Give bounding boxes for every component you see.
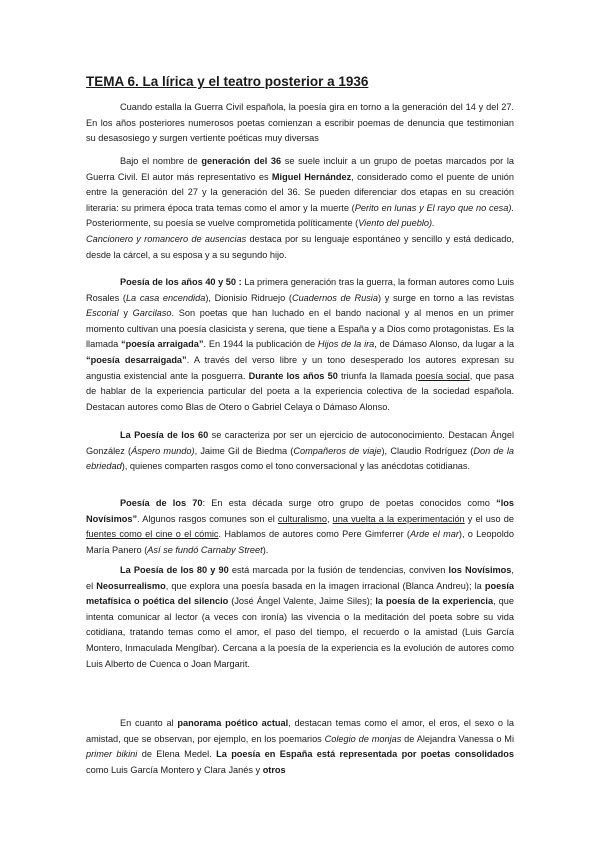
text: , Jaime Gil de Biedma ( <box>194 445 294 456</box>
text: ), quienes comparten rasgos como el tono conversacional y las anécdotas cotidianas. <box>121 461 471 472</box>
paragraph-intro <box>86 100 514 147</box>
text: . A través del verso libre y un tono desesperado los autores expresan su angustia existencial ante la posguerra. <box>86 354 514 381</box>
underlined-text: poesía social <box>415 370 470 381</box>
bold-text: otros <box>262 764 286 775</box>
paragraph-panorama-actual <box>86 716 514 778</box>
bold-text: Miguel Hernández <box>271 171 352 182</box>
bold-text: panorama poético actual <box>177 718 289 728</box>
italic-text: Compañeros de viaje <box>293 445 382 456</box>
italic-text: Viento del pueblo). <box>358 218 435 229</box>
italic-text: Hijos de la ira <box>317 339 375 350</box>
text: está marcada por la fusión de tendencias, conviven <box>228 565 449 575</box>
paragraph-poesia-40-50 <box>86 275 514 415</box>
bold-text: “los Novísimos” <box>86 498 514 524</box>
text: y el uso de <box>464 513 514 524</box>
text: , <box>326 513 333 524</box>
text: ), Claudio Rodríguez ( <box>381 445 474 456</box>
bold-text: la poesía de la experiencia <box>375 596 494 607</box>
bold-text: Poesía de los años 40 y 50 : <box>120 277 242 287</box>
underlined-text: culturalismo <box>277 513 327 524</box>
text: ), Dionisio Ridruejo ( <box>205 292 292 303</box>
bold-text: La Poesía de los 60 <box>120 430 209 440</box>
text: , el <box>86 565 514 591</box>
text: triunfa la llamada <box>337 370 416 381</box>
text: , destacan temas como el amor, el eros, el sexo o la amistad, que se observan, por ejemplo, en los poemarios <box>86 718 514 744</box>
italic-text: Garcilaso <box>132 308 172 319</box>
text: Cuando estalla la Guerra Civil española, la poesía gira en torno a la generación del 14 y del 27. En los años posteriores numerosos poetas comienzan a escribir poemas de denuncia que testimonian su desasosiego y surgen vertiente poéticas muy diversas <box>86 102 514 144</box>
paragraph-generacion-36 <box>86 154 514 263</box>
italic-text: Cancionero y romancero de ausencias <box>86 233 247 244</box>
text: se suele incluir a un grupo de poetas marcados por la Guerra Civil. El autor más representativo es <box>86 156 514 182</box>
underlined-text: una vuelta a la experimentación <box>332 513 465 524</box>
text: . En 1944 la publicación de <box>203 339 318 350</box>
text: En cuanto al <box>120 718 178 728</box>
text: ), o Leopoldo María Panero ( <box>86 529 514 555</box>
text: . Algunos rasgos comunes son el <box>137 513 278 524</box>
text: Bajo el nombre de <box>120 156 202 166</box>
italic-text: La casa encendida <box>125 292 206 303</box>
italic-text: Así se fundó Carnaby Street <box>147 544 263 555</box>
bold-text: Neosurrealismo <box>96 580 166 591</box>
italic-text: Áspero mundo) <box>131 445 195 456</box>
italic-text: Perito en lunas y El rayo que no cesa). <box>354 202 514 213</box>
italic-text: Arde el mar <box>409 529 459 540</box>
text: , que intenta comunicar al lector (a veces con ironía) las vivencia o la meditación del poeta sobre su vida cotidiana, tratando temas como el amor, el paso del tiempo, el recuerdo o la amistad (Luis García Montero, Inmaculada Mengíbar). Cercana a la poesía de la experiencia es la evolución de autores como Luis Alberto de Cuenca o Joan Margarit. <box>86 596 515 669</box>
text: se caracteriza por ser un ejercicio de autoconocimiento. Destacan Ángel González ( <box>86 430 514 456</box>
text: , que pasa de hablar de la experiencia particular del poeta a la experiencia colectiva de la sociedad española. Destacan autores como Blas de Otero o Gabriel Celaya o Dámaso Alonso. <box>86 370 514 412</box>
text: Posteriormente, su poesía se vuelve comprometida políticamente ( <box>86 218 359 229</box>
underlined-text: fuentes como el cine o el cómic <box>86 529 219 540</box>
paragraph-poesia-80-90 <box>86 563 514 672</box>
bold-text: generación del 36 <box>201 156 282 166</box>
italic-text: Escorial <box>86 308 119 319</box>
bold-text: “poesía desarraigada” <box>86 354 187 365</box>
text: ). <box>262 544 269 555</box>
text: . Hablamos de autores como Pere Gimferrer ( <box>218 529 410 540</box>
paragraph-poesia-60 <box>86 428 514 475</box>
text: destaca por su lenguaje espontáneo y sencillo y está dedicado, desde la cárcel, a su esposa y a su segundo hijo. <box>86 233 514 260</box>
italic-text: Don de la ebriedad <box>86 445 515 472</box>
text: (José Ángel Valente, Jaime Siles); <box>228 596 376 607</box>
text: , que explora una poesía basada en la imagen irracional (Blanca Andreu); la <box>165 580 485 591</box>
text: , considerado como el puente de unión entre la generación del 27 y la generación del 36. Se pueden diferenciar dos etapas en su creación literaria: su primera época trata temas como el amor y la muerte ( <box>86 171 514 213</box>
bold-text: Poesía de los 70 <box>120 498 203 508</box>
italic-text: Colegio de monjas <box>324 733 402 744</box>
bold-text: poesía metafísica o poética del silencio <box>86 580 514 607</box>
text: de Alejandra Vanessa o Mi <box>401 733 514 744</box>
bold-text: los Novísimos <box>448 565 512 575</box>
page-title: TEMA 6. La lírica y el teatro posterior a 1936 <box>86 74 369 89</box>
text: , de Dámaso Alonso, da lugar a la <box>374 339 514 350</box>
bold-text: La Poesía de los 80 y 90 <box>120 565 229 575</box>
text: . Son poetas que han luchado en el bando nacional y al menos en un primer momento cultivan una poesía clasicista y serena, que tiene a España y a Dios como protagonistas. Es la llamada <box>86 308 514 350</box>
text: y <box>118 308 133 319</box>
italic-text: Cuadernos de Rusia <box>291 292 378 303</box>
bold-text: “poesía arraigada” <box>120 339 204 350</box>
text: : En esta década surge otro grupo de poetas conocidos como <box>202 498 497 508</box>
paragraph-poesia-70 <box>86 496 514 558</box>
text: ) y surge en torno a las revistas <box>377 292 514 303</box>
bold-text: Durante los años 50 <box>248 370 338 381</box>
bold-text: La poesía en España está representada por poetas consolidados <box>216 749 514 760</box>
text: de Elena Medel. <box>137 749 217 760</box>
italic-text: primer bikini <box>86 749 138 760</box>
text: La primera generación tras la guerra, la forman autores como Luis Rosales ( <box>86 277 514 303</box>
text: como Luis García Montero y Clara Janés y <box>86 764 263 775</box>
